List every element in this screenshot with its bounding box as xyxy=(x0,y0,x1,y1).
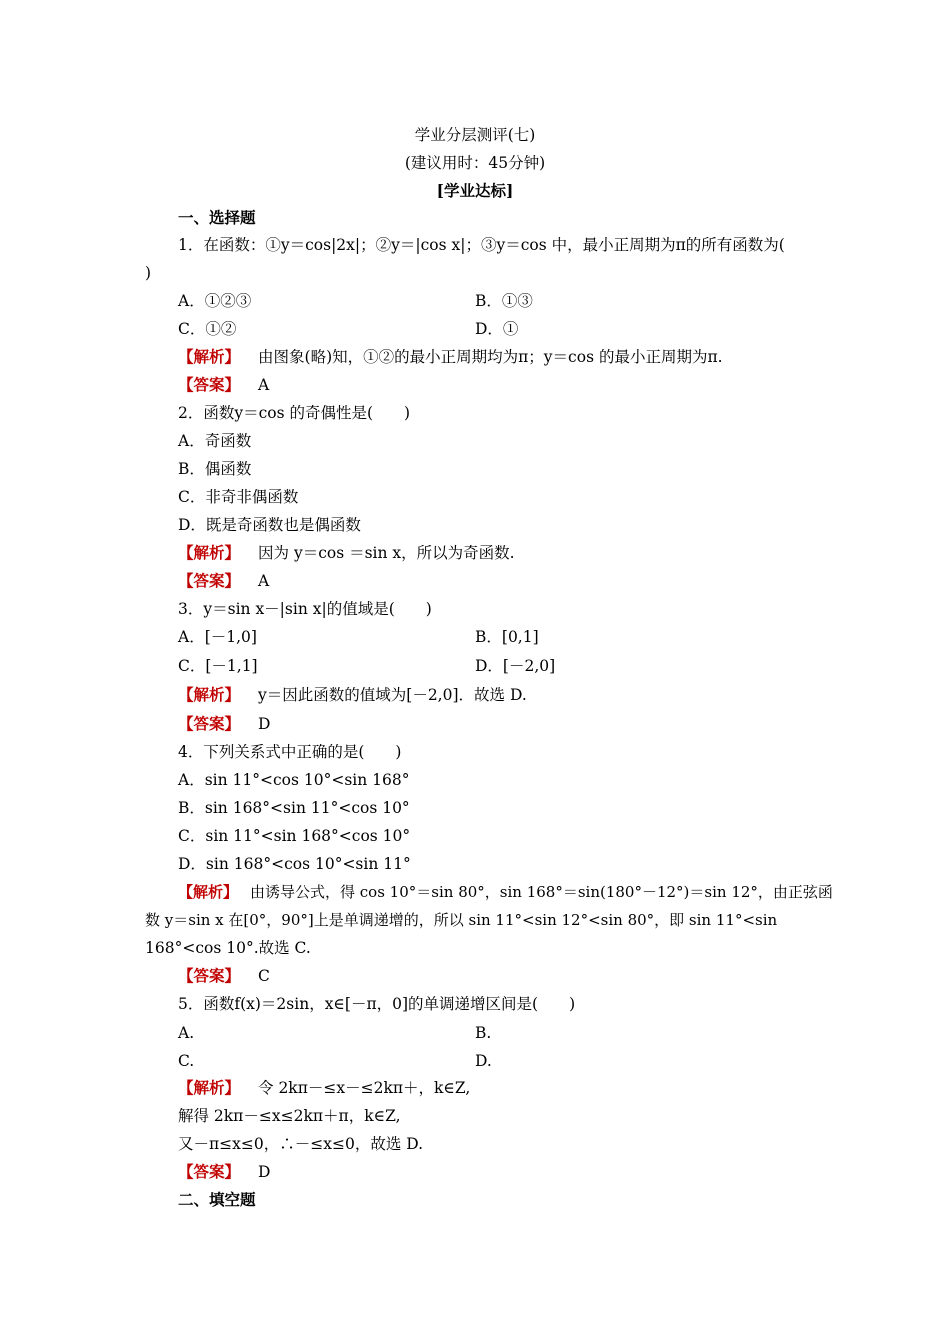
q2-option-b: B．偶函数 xyxy=(178,460,252,478)
q5-analysis-line3: 又－π≤x≤0，∴－≤x≤0，故选 D. xyxy=(178,1135,424,1153)
level-heading: [学业达标] xyxy=(436,181,514,200)
q3-answer xyxy=(178,713,270,735)
q2-option-c: C．非奇非偶函数 xyxy=(178,488,299,506)
q5-analysis-line1: 令 2kπ－≤x－≤2kπ＋，k∈Z, xyxy=(258,1079,471,1097)
q4-option-d: D．sin 168°<cos 10°<sin 11° xyxy=(178,855,411,873)
q2-stem: 2．函数y＝cos 的奇偶性是( ) xyxy=(178,404,411,422)
q3-option-b: B．[0,1] xyxy=(475,628,539,646)
q1-answer-text: A xyxy=(258,376,270,394)
answer-tag: 【答案】 xyxy=(178,571,241,590)
q1-option-d: D．① xyxy=(475,320,519,338)
q4-analysis xyxy=(178,881,833,903)
q3-analysis-text: y＝因此函数的值域为[－2,0]．故选 D. xyxy=(258,686,527,704)
q2-analysis-text: 因为 y＝cos ＝sin x，所以为奇函数. xyxy=(258,544,515,562)
q3-option-d: D．[－2,0] xyxy=(475,657,556,675)
q1-stem: 1．在函数：①y＝cos|2x|；②y＝|cos x|；③y＝cos 中，最小正周期为π的所有函数为( xyxy=(178,236,785,254)
q5-option-c: C. xyxy=(178,1052,195,1070)
q3-answer-text: D xyxy=(258,715,271,733)
analysis-tag: 【解析】 xyxy=(178,883,239,901)
answer-tag: 【答案】 xyxy=(178,714,241,733)
answer-tag: 【答案】 xyxy=(178,375,241,394)
section-heading-choice: 一、选择题 xyxy=(178,208,256,227)
q5-analysis xyxy=(178,1077,470,1099)
q2-option-d: D．既是奇函数也是偶函数 xyxy=(178,516,361,534)
q4-option-b: B．sin 168°<sin 11°<cos 10° xyxy=(178,799,410,817)
q1-stem-end: ) xyxy=(145,264,152,282)
q5-stem: 5．函数f(x)＝2sin，x∈[－π，0]的单调递增区间是( ) xyxy=(178,995,576,1013)
q1-option-a: A．①②③ xyxy=(178,292,252,310)
q1-analysis-text: 由图象(略)知，①②的最小正周期均为π；y＝cos 的最小正周期为π. xyxy=(258,348,723,366)
q5-answer xyxy=(178,1161,270,1183)
q4-answer xyxy=(178,965,270,987)
q2-analysis xyxy=(178,542,515,564)
page-title: 学业分层测评(七) xyxy=(414,126,536,144)
time-note: (建议用时：45分钟) xyxy=(404,154,546,172)
analysis-tag: 【解析】 xyxy=(178,1078,241,1097)
analysis-tag: 【解析】 xyxy=(178,685,241,704)
q5-option-b: B. xyxy=(475,1024,492,1042)
q2-answer xyxy=(178,570,269,592)
q5-option-a: A. xyxy=(178,1024,195,1042)
q4-analysis-line2: 数 y＝sin x 在[0°，90°]上是单调递增的，所以 sin 11°<sin 12°<sin 80°，即 sin 11°<sin xyxy=(145,911,778,929)
q3-analysis xyxy=(178,684,527,706)
q1-answer xyxy=(178,374,269,396)
analysis-tag: 【解析】 xyxy=(178,347,241,366)
answer-tag: 【答案】 xyxy=(178,1162,241,1181)
answer-tag: 【答案】 xyxy=(178,966,241,985)
q3-stem: 3．y＝sin x－|sin x|的值域是( ) xyxy=(178,600,432,618)
q4-option-a: A．sin 11°<cos 10°<sin 168° xyxy=(178,771,410,789)
q4-analysis-line1: 由诱导公式，得 cos 10°＝sin 80°，sin 168°＝sin(180°－12°)＝sin 12°，由正弦函 xyxy=(250,883,833,901)
q4-option-c: C．sin 11°<sin 168°<cos 10° xyxy=(178,827,411,845)
q3-option-a: A．[－1,0] xyxy=(178,628,257,646)
q1-option-c: C．①② xyxy=(178,320,237,338)
q1-option-b: B．①③ xyxy=(475,292,533,310)
q4-answer-text: C xyxy=(258,967,270,985)
q4-stem: 4．下列关系式中正确的是( ) xyxy=(178,743,402,761)
q5-analysis-line2: 解得 2kπ－≤x≤2kπ＋π，k∈Z, xyxy=(178,1107,401,1125)
q2-option-a: A．奇函数 xyxy=(178,432,252,450)
q1-analysis xyxy=(178,346,723,368)
q4-analysis-line3: 168°<cos 10°.故选 C. xyxy=(145,939,311,957)
q5-option-d: D. xyxy=(475,1052,492,1070)
q5-answer-text: D xyxy=(258,1163,271,1181)
q2-answer-text: A xyxy=(258,572,270,590)
section-heading-fill: 二、填空题 xyxy=(178,1190,256,1209)
q3-option-c: C．[－1,1] xyxy=(178,657,258,675)
analysis-tag: 【解析】 xyxy=(178,543,241,562)
